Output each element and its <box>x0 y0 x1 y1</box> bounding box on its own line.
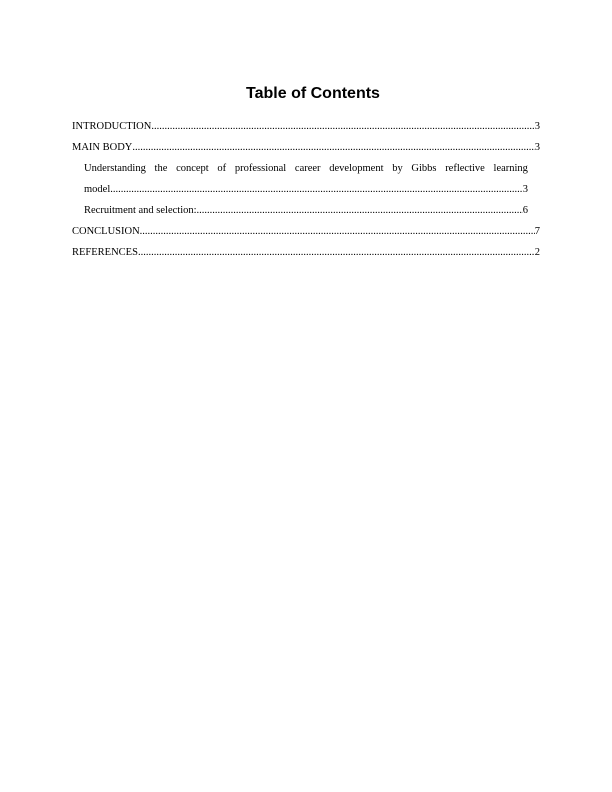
toc-entry-label: INTRODUCTION <box>72 116 151 137</box>
toc-page-number: 3 <box>534 121 540 132</box>
toc-entry-label: CONCLUSION <box>72 221 140 242</box>
toc-entry-label: Recruitment and selection: <box>84 200 197 221</box>
dot-leader <box>151 116 534 137</box>
toc-entry-recruitment-selection[interactable] <box>72 200 540 221</box>
dot-leader <box>140 221 535 242</box>
toc-title: Table of Contents <box>246 85 380 102</box>
toc-entry-label-line1: Understanding the concept of professional career development by Gibbs reflective learning <box>84 163 528 174</box>
toc-page-number: 2 <box>534 247 540 258</box>
toc-entry-understanding-concept[interactable] <box>72 158 540 200</box>
toc-entry-label: MAIN BODY <box>72 137 132 158</box>
dot-leader <box>197 200 523 221</box>
toc-entry-label-line2: model <box>84 179 110 200</box>
toc-entry-main-body[interactable] <box>72 137 540 158</box>
toc-entry-conclusion[interactable] <box>72 221 540 242</box>
toc-page-number: 6 <box>522 205 528 216</box>
dot-leader <box>132 137 534 158</box>
dot-leader <box>110 179 523 200</box>
toc-page-number: 3 <box>522 184 528 195</box>
toc-page-number: 3 <box>534 142 540 153</box>
table-of-contents <box>72 116 540 263</box>
toc-entry-references[interactable] <box>72 242 540 263</box>
toc-entry-introduction[interactable] <box>72 116 540 137</box>
dot-leader <box>138 242 535 263</box>
toc-page-number: 7 <box>534 226 540 237</box>
toc-entry-label: REFERENCES <box>72 242 138 263</box>
